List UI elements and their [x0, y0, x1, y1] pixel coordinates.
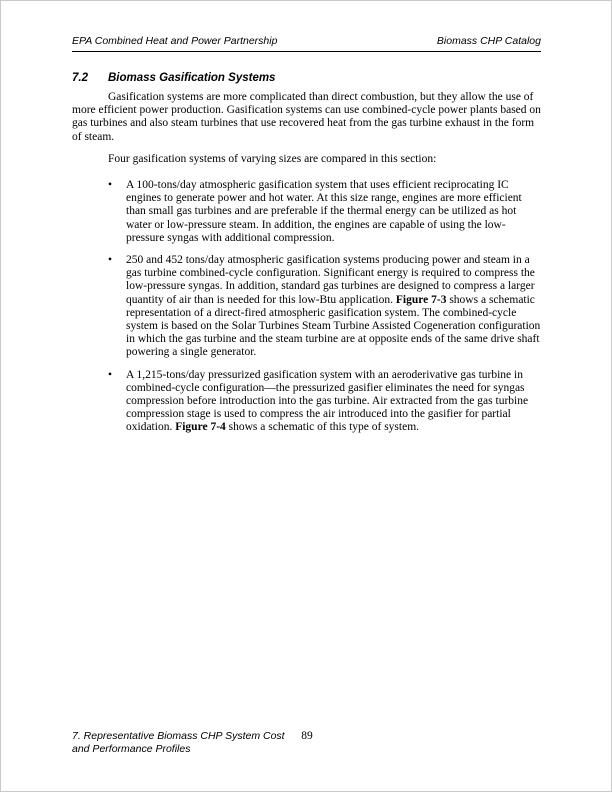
- header-left-text: EPA Combined Heat and Power Partnership: [72, 35, 278, 47]
- figure-7-3-reference: Figure 7-3: [395, 293, 447, 306]
- bullet-text-segment: shows a schematic representation of a direct-fired atmospheric gasification system. The combined-cycle system is based on the Solar Turbines Steam Turbine Assisted Cogeneration configuration in which the gas turbine and the steam turbine are at opposite ends of the same drive shaft powering a single generator.: [126, 293, 541, 359]
- bullet-text-segment: shows a schematic of this type of system.: [225, 421, 420, 434]
- footer-chapter-line2: and Performance Profiles: [72, 743, 191, 755]
- page-number: 89: [301, 730, 313, 742]
- bullet-icon: •: [108, 179, 113, 192]
- list-item-1215-tons: [72, 369, 543, 435]
- bullet-text-segment: 250 and 452 tons/day atmospheric gasification systems producing power and steam in a gas turbine combined-cycle configuration. Significant energy is required to compress the low-pressure syngas. In addition, standard gas turbines are designed to compress a larger quantity of air than is needed for this low-Btu application.: [126, 254, 535, 306]
- footer-chapter-line1: 7. Representative Biomass CHP System Cost: [72, 730, 285, 742]
- body-text: [72, 91, 543, 435]
- paragraph-list-lead: Four gasification systems of varying sizes are compared in this section:: [108, 152, 437, 165]
- bullet-text-segment: A 100-tons/day atmospheric gasification system that uses efficient reciprocating IC engines to generate power and hot water. At this size range, engines are more efficient than small gas turbines and are preferable if the thermal energy can be utilized as hot water or low-pressure steam. In addition, the engines are capable of using the low-pressure syngas with additional compression.: [126, 179, 522, 244]
- header-right-text: Biomass CHP Catalog: [436, 35, 541, 47]
- bullet-text: [126, 179, 522, 244]
- section-heading: [72, 72, 275, 84]
- bullet-text: [126, 254, 540, 358]
- list-item-250-452-tons: [72, 254, 543, 360]
- bullet-icon: •: [108, 368, 113, 381]
- paragraph-intro: Gasification systems are more complicated than direct combustion, but they allow the use of more efficient power production. Gasification systems can use combined-cycle power plants based on gas turbines and also steam turbines that use recovered heat from the gas turbine exhaust in the form of steam.: [72, 91, 541, 143]
- page-header: [72, 35, 541, 52]
- bullet-list: [72, 179, 543, 435]
- section-number: 7.2: [72, 72, 88, 84]
- bullet-icon: •: [108, 254, 113, 267]
- figure-7-4-reference: Figure 7-4: [175, 421, 226, 434]
- section-title: Biomass Gasification Systems: [108, 72, 276, 84]
- bullet-text-segment: A 1,215-tons/day pressurized gasification system with an aeroderivative gas turbine in combined-cycle configuration—the pressurized gasifier eliminates the need for syngas compression before introduction into the gas turbine. Air extracted from the gas turbine compression stage is used to compress the air introduced into the gasifier for partial oxidation.: [126, 368, 529, 434]
- list-item-100-tons: [72, 179, 543, 245]
- bullet-text: [126, 369, 528, 434]
